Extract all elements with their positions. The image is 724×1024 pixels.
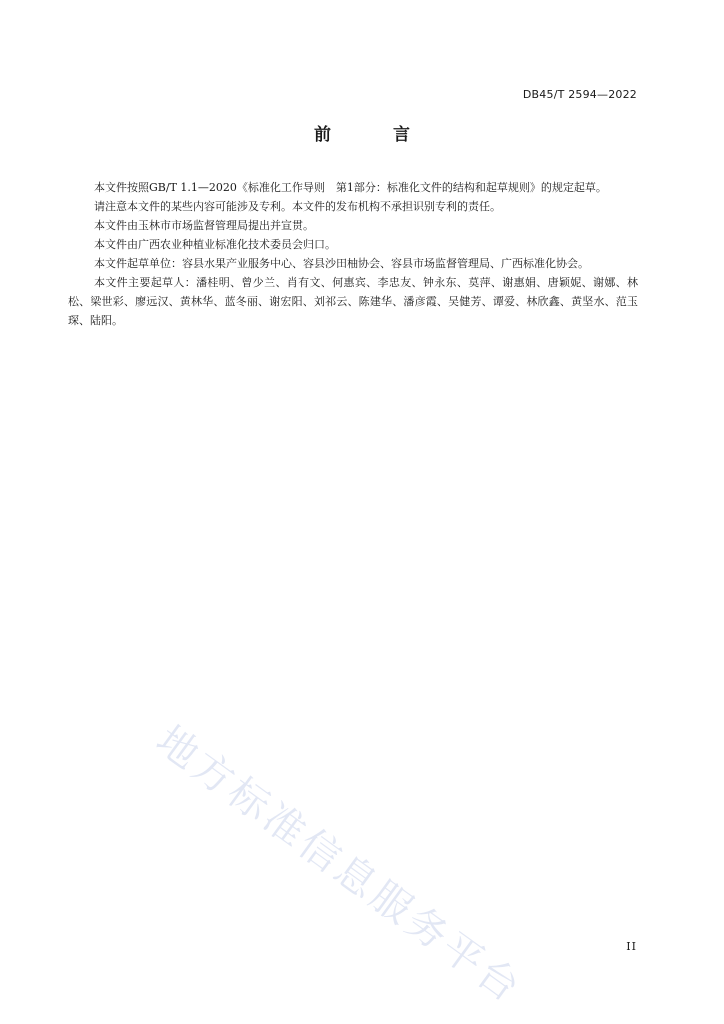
section-title: 前 言	[314, 125, 438, 145]
document-code: DB45/T 2594—2022	[522, 88, 637, 101]
paragraph-committee: 本文件由广西农业种植业标准化技术委员会归口。	[94, 238, 336, 251]
paragraph-patent-notice: 请注意本文件的某些内容可能涉及专利。本文件的发布机构不承担识别专利的责任。	[94, 200, 501, 213]
paragraph-drafting-rules: 本文件按照GB/T 1.1—2020《标准化工作导则 第1部分：标准化文件的结构和起草规则》的规定起草。	[94, 181, 607, 194]
foreword-body	[68, 178, 638, 330]
watermark: 地方标准信息服务平台	[147, 717, 531, 1014]
page-number: II	[626, 940, 637, 953]
paragraph-drafting-units: 本文件起草单位：容县水果产业服务中心、容县沙田柚协会、容县市场监督管理局、广西标准化协会。	[94, 257, 589, 270]
paragraph-proposer: 本文件由玉林市市场监督管理局提出并宣贯。	[94, 219, 314, 232]
paragraph-drafters: 本文件主要起草人：潘桂明、曾少兰、肖有文、何惠宾、李忠友、钟永东、莫萍、谢惠娟、唐颖妮、谢娜、林松、梁世彩、廖远汉、黄林华、蓝冬丽、谢宏阳、刘祁云、陈建华、潘彦霞、吴健芳、谭爱、林欣鑫、黄坚水、范玉琛、陆阳。	[68, 276, 638, 327]
